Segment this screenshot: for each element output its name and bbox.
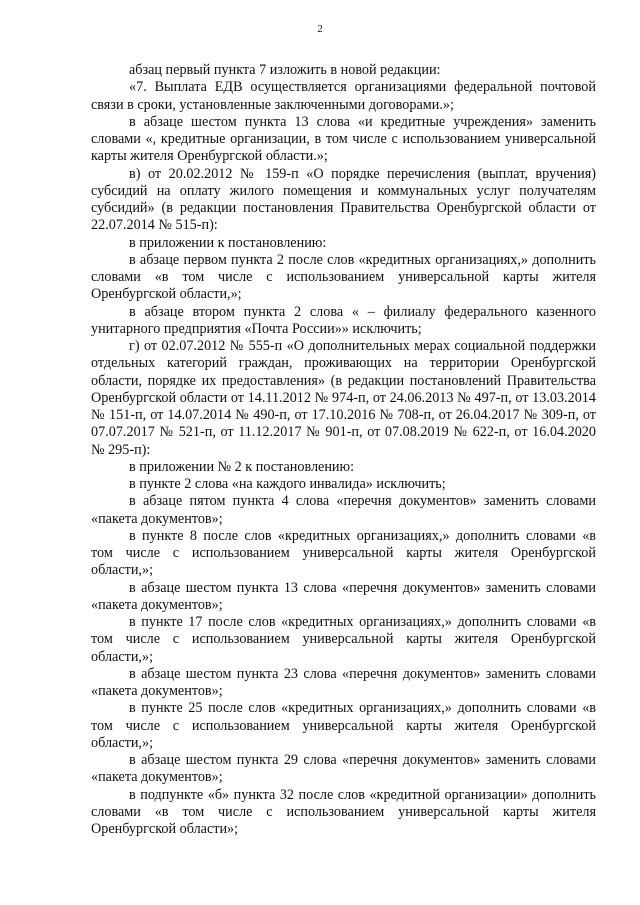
paragraph-10: в пункте 2 слова «на каждого инвалида» исключить; [129,476,446,492]
page-number: 2 [317,23,323,35]
paragraph-16: в пункте 25 после слов «кредитных организациях,» дополнить словами «в том числе с использованием универсальной карты жителя Оренбургской области,»; [91,700,596,751]
paragraph-12: в пункте 8 после слов «кредитных организациях,» дополнить словами «в том числе с использованием универсальной карты жителя Оренбургской области,»; [91,527,596,579]
paragraph-18: в подпункте «б» пункта 32 после слов «кредитной организации» дополнить словами «в том числе с использованием универсальной карты жителя Оренбургской области»; [91,786,596,837]
paragraph-13: в абзаце шестом пункта 13 слова «перечня документов» заменить словами «пакета документов»; [91,579,596,613]
paragraph-11: в абзаце пятом пункта 4 слова «перечня документов» заменить словами «пакета документов»; [91,493,596,527]
paragraph-7: в абзаце втором пункта 2 слова « – филиалу федерального казенного унитарного предприятия «Почта России»» исключить; [91,303,596,337]
paragraph-3: в абзаце шестом пункта 13 слова «и кредитные учреждения» заменить словами «, кредитные организации, в том числе с использованием универсальной карты жителя Оренбургской области.»; [91,113,596,165]
paragraph-15: в абзаце шестом пункта 23 слова «перечня документов» заменить словами «пакета документов»; [91,665,596,699]
paragraph-6: в абзаце первом пункта 2 после слов «кредитных организациях,» дополнить словами «в том числе с использованием универсальной карты жителя Оренбургской области,»; [91,251,596,303]
paragraph-14: в пункте 17 после слов «кредитных организациях,» дополнить словами «в том числе с использованием универсальной карты жителя Оренбургской области,»; [91,614,596,665]
paragraph-5: в приложении к постановлению: [129,234,327,251]
paragraph-2: «7. Выплата ЕДВ осуществляется организациями федеральной почтовой связи в сроки, установленные заключенными договорами.»; [91,79,596,113]
paragraph-17: в абзаце шестом пункта 29 слова «перечня документов» заменить словами «пакета документов»; [91,752,596,786]
paragraph-8: г) от 02.07.2012 № 555-п «О дополнительных мерах социальной поддержки отдельных категорий граждан, проживающих на территории Оренбургской области, порядке их предоставления» (в редакции постановлений Правительства Оренбургской области от 14.11.2012 № 974-п, от 24.06.2013 № 497-п, от 13.03.2014 № 151-п, от 14.07.2014 № 490-п, от 17.10.2016 № 708-п, от 26.04.2017 № 309-п, от 07.07.2017 № 521-п, от 11.12.2017 № 901-п, от 07.08.2019 № 622-п, от 16.04.2020 № 295-п): [91,338,596,458]
paragraph-4: в) от 20.02.2012 № 159-п «О порядке перечисления (выплат, вручения) субсидий на оплату жилого помещения и коммунальных услуг получателям субсидий» (в редакции постановления Правительства Оренбургской области от 22.07.2014 № 515-п): [91,165,596,234]
paragraph-1: абзац первый пункта 7 изложить в новой редакции: [129,62,441,78]
document-body [91,62,596,838]
paragraph-9: в приложении № 2 к постановлению: [129,458,355,475]
